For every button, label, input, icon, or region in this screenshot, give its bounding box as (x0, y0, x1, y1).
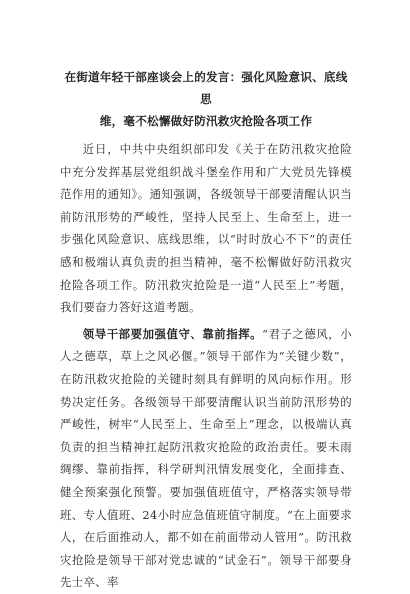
paragraph-2-body: “君子之德风，小人之德草，草上之风必偃。”领导干部作为“关键少数”，在防汛救灾抢险的关键时刻具有鲜明的风向标作用。形势决定任务。各级领导干部要清醒认识当前防汛形势的严峻性，树牢“人民至上、生命至上”理念，以极端认真负责的担当精神扛起防汛救灾抢险的政治责任。要未雨绸缪、靠前指挥，科学研判汛情发展变化，全面排查、健全预案强化预警。要加强值班值守，严格落实领导带班、专人值班、24小时应急值班值守制度。“在上面要求人，在后面推动人，都不如在前面带动人管用”。防汛救灾抢险是领导干部对党忠诚的“试金石”。领导干部要身先士卒、率 (60, 326, 352, 590)
paragraph-2-lead: 领导干部要加强值守、靠前指挥。 (82, 326, 263, 341)
title-line-1: 在街道年轻干部座谈会上的发言：强化风险意识、底线思 (64, 70, 348, 106)
paragraph-1: 近日，中共中央组织部印发《关于在防汛救灾抢险中充分发挥基层党组织战斗堡垒作用和广大党员先锋模范作用的通知》。通知强调，各级领导干部要清醒认识当前防汛形势的严峻性，坚持人民至上、生命至上，进一步强化风险意识、底线思维，以“时时放心不下”的责任感和极端认真负责的担当精神，毫不松懈做好防汛救灾抢险各项工作。防汛救灾抢险是一道“人民至上”考题，我们要奋力答好这道考题。 (60, 142, 352, 315)
paragraph-2 (60, 323, 352, 594)
document-title (60, 66, 352, 132)
title-line-2: 维，毫不松懈做好防汛救灾抢险各项工作 (99, 114, 313, 128)
